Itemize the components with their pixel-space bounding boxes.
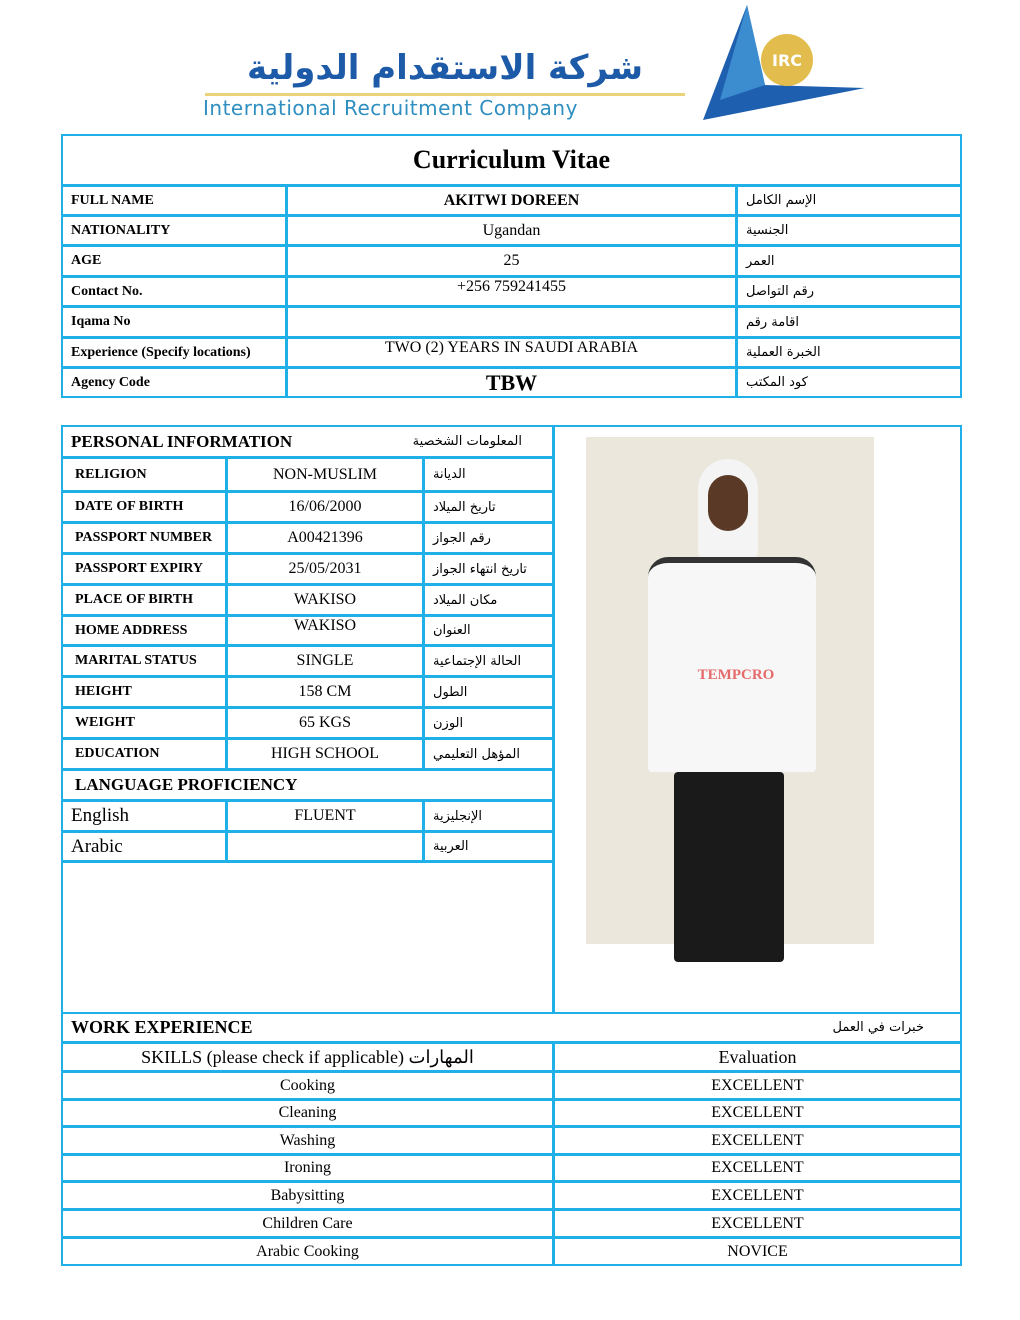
logo-emblem-icon — [695, 0, 870, 125]
personal-arabic — [423, 553, 554, 585]
summary-arabic — [736, 306, 962, 338]
summary-label — [61, 276, 287, 307]
summary-value-text: Ugandan — [482, 221, 541, 239]
skill-name-text: Cleaning — [278, 1104, 337, 1121]
skill-name — [61, 1237, 554, 1266]
personal-value-text: 25/05/2031 — [288, 560, 362, 577]
summary-arabic — [736, 337, 962, 368]
summary-arabic — [736, 367, 962, 398]
personal-arabic-text: العنوان — [433, 623, 471, 638]
personal-label — [61, 615, 227, 646]
personal-label — [61, 738, 227, 770]
summary-arabic-text: كود المكتب — [746, 375, 808, 390]
skill-name-text: Arabic Cooking — [256, 1242, 359, 1260]
personal-value-text: HIGH SCHOOL — [271, 745, 379, 762]
evaluation-header-text: Evaluation — [718, 1046, 797, 1067]
skill-name — [61, 1154, 554, 1182]
summary-arabic-text: الجنسية — [746, 223, 789, 238]
personal-arabic — [423, 676, 554, 708]
personal-value-text: A00421396 — [287, 529, 363, 546]
personal-label — [61, 645, 227, 677]
personal-label-text: HEIGHT — [75, 684, 132, 699]
skill-evaluation-text: EXCELLENT — [711, 1186, 804, 1204]
personal-label-text: EDUCATION — [75, 746, 160, 761]
personal-arabic — [423, 584, 554, 616]
personal-info-header — [61, 425, 554, 458]
summary-label — [61, 245, 287, 277]
personal-info-title-ar: المعلومات الشخصية — [412, 434, 522, 449]
skills-header-text: SKILLS (please check if applicable) المهارات — [141, 1046, 474, 1067]
work-title-ar: خبرات في العمل — [832, 1020, 924, 1035]
trousers — [674, 772, 784, 962]
page-title: Curriculum Vitae — [412, 145, 611, 174]
summary-value — [286, 215, 737, 246]
personal-value-text: WAKISO — [293, 591, 357, 608]
personal-label-text: PASSPORT NUMBER — [75, 530, 213, 545]
language-value-text: FLUENT — [294, 807, 356, 824]
skill-evaluation-text: EXCELLENT — [711, 1104, 804, 1121]
skill-name — [61, 1126, 554, 1155]
personal-arabic-text: الطول — [433, 684, 468, 700]
face — [708, 475, 748, 531]
candidate-photo — [586, 437, 874, 944]
skill-name-text: Washing — [279, 1131, 336, 1149]
skill-evaluation — [553, 1181, 962, 1210]
summary-label — [61, 367, 287, 398]
personal-arabic — [423, 457, 554, 492]
summary-value — [286, 337, 737, 368]
logo-arabic: شركة الاستقدام الدولية — [246, 48, 644, 88]
personal-value — [226, 645, 424, 677]
personal-label-text: PASSPORT EXPIRY — [75, 561, 204, 576]
evaluation-header — [553, 1042, 962, 1072]
personal-value — [226, 491, 424, 523]
personal-value — [226, 457, 424, 492]
skill-name-text: Babysitting — [270, 1186, 345, 1204]
personal-label-text: RELIGION — [75, 466, 147, 482]
logo-english: International Recruitment Company — [203, 96, 578, 120]
summary-label — [61, 185, 287, 216]
summary-value — [286, 306, 737, 338]
language-arabic — [423, 800, 554, 832]
summary-arabic — [736, 245, 962, 277]
personal-label-text: WEIGHT — [75, 715, 135, 730]
personal-value — [226, 615, 424, 646]
personal-value-text: 16/06/2000 — [288, 498, 362, 515]
skill-evaluation — [553, 1237, 962, 1266]
language-value — [226, 831, 424, 862]
summary-label-text: Iqama No — [71, 314, 131, 329]
personal-label — [61, 553, 227, 585]
personal-value — [226, 522, 424, 554]
summary-label-text: Experience (Specify locations) — [71, 344, 251, 360]
summary-value — [286, 367, 737, 398]
personal-label-text: HOME ADDRESS — [75, 622, 188, 638]
language-label — [61, 831, 227, 862]
company-logo — [195, 0, 875, 130]
personal-arabic-text: المؤهل التعليمي — [433, 746, 520, 762]
personal-value-text: SINGLE — [296, 652, 354, 669]
summary-value-text: AKITWI DOREEN — [443, 191, 580, 209]
language-label-text: Arabic — [71, 835, 123, 857]
summary-value-text: +256 759241455 — [456, 278, 567, 295]
summary-value-text: TWO (2) YEARS IN SAUDI ARABIA — [384, 339, 639, 356]
personal-arabic — [423, 491, 554, 523]
personal-info-title: PERSONAL INFORMATION — [71, 431, 293, 451]
skill-evaluation-text: EXCELLENT — [711, 1159, 804, 1176]
summary-label — [61, 306, 287, 338]
personal-label — [61, 457, 227, 492]
skill-evaluation — [553, 1071, 962, 1100]
summary-label — [61, 337, 287, 368]
personal-label — [61, 491, 227, 523]
language-value — [226, 800, 424, 832]
skill-evaluation-text: NOVICE — [727, 1242, 788, 1260]
summary-label-text: NATIONALITY — [71, 222, 171, 238]
personal-arabic-text: رقم الجواز — [433, 530, 491, 546]
summary-arabic-text: الإسم الكامل — [746, 193, 817, 208]
language-arabic-text: العربية — [433, 839, 469, 854]
skill-evaluation — [553, 1209, 962, 1238]
summary-label-text: Agency Code — [71, 374, 150, 390]
personal-value — [226, 584, 424, 616]
personal-value-text: WAKISO — [293, 617, 357, 634]
cv-title-cell — [61, 134, 962, 186]
language-header — [61, 769, 554, 801]
summary-arabic-text: العمر — [746, 253, 775, 269]
summary-label-text: Contact No. — [71, 283, 143, 299]
language-arabic-text: الإنجليزية — [433, 808, 483, 824]
skill-evaluation-text: EXCELLENT — [711, 1076, 804, 1094]
personal-arabic-text: الوزن — [433, 715, 464, 731]
skill-name — [61, 1209, 554, 1238]
shirt-text: TEMPCRO — [697, 667, 775, 683]
skill-evaluation — [553, 1154, 962, 1182]
personal-value — [226, 676, 424, 708]
personal-arabic-text: تاريخ انتهاء الجواز — [433, 561, 527, 577]
personal-label — [61, 707, 227, 739]
personal-arabic-text: الديانة — [433, 467, 466, 482]
summary-arabic-text: الخبرة العملية — [746, 345, 821, 360]
skill-evaluation-text: EXCELLENT — [711, 1131, 804, 1149]
skill-name-text: Ironing — [283, 1159, 332, 1176]
summary-value-text: 25 — [503, 252, 520, 269]
summary-label-text: AGE — [71, 253, 102, 268]
personal-value — [226, 707, 424, 739]
summary-value — [286, 185, 737, 216]
personal-arabic-text: مكان الميلاد — [433, 592, 498, 608]
personal-label — [61, 522, 227, 554]
personal-arabic — [423, 738, 554, 770]
work-title: WORK EXPERIENCE — [71, 1017, 253, 1037]
personal-label-text: PLACE OF BIRTH — [75, 592, 194, 607]
personal-value-text: NON-MUSLIM — [273, 465, 377, 483]
work-header — [61, 1012, 962, 1043]
summary-arabic — [736, 185, 962, 216]
personal-arabic — [423, 707, 554, 739]
skill-evaluation — [553, 1126, 962, 1155]
personal-arabic-text: الحالة الإجتماعية — [433, 653, 522, 669]
personal-value-text: 158 CM — [298, 683, 352, 700]
language-header-text: LANGUAGE PROFICIENCY — [75, 775, 298, 794]
personal-arabic-text: تاريخ الميلاد — [433, 499, 496, 515]
personal-arabic — [423, 522, 554, 554]
summary-arabic-text: رقم التواصل — [746, 284, 814, 299]
personal-value — [226, 553, 424, 585]
personal-label-text: MARITAL STATUS — [75, 653, 197, 668]
language-label — [61, 800, 227, 832]
personal-arabic — [423, 645, 554, 677]
summary-label-text: FULL NAME — [71, 192, 154, 208]
logo-badge: IRC — [771, 51, 803, 70]
summary-value — [286, 276, 737, 307]
summary-label — [61, 215, 287, 246]
language-arabic — [423, 831, 554, 862]
summary-arabic-text: اقامة رقم — [746, 314, 799, 330]
personal-label — [61, 676, 227, 708]
shirt — [648, 557, 816, 772]
skill-name — [61, 1181, 554, 1210]
summary-arabic — [736, 276, 962, 307]
summary-arabic — [736, 215, 962, 246]
personal-value — [226, 738, 424, 770]
personal-arabic — [423, 615, 554, 646]
skill-name — [61, 1071, 554, 1100]
skill-evaluation-text: EXCELLENT — [711, 1214, 804, 1232]
personal-label-text: DATE OF BIRTH — [75, 499, 184, 514]
personal-value-text: 65 KGS — [298, 714, 351, 731]
summary-value-text: TBW — [485, 369, 538, 395]
skill-name — [61, 1099, 554, 1127]
skills-header — [61, 1042, 554, 1072]
skill-name-text: Cooking — [279, 1076, 336, 1094]
personal-label — [61, 584, 227, 616]
skill-evaluation — [553, 1099, 962, 1127]
skill-name-text: Children Care — [262, 1214, 353, 1232]
summary-value — [286, 245, 737, 277]
blank-area — [61, 861, 554, 1014]
language-label-text: English — [71, 805, 130, 826]
